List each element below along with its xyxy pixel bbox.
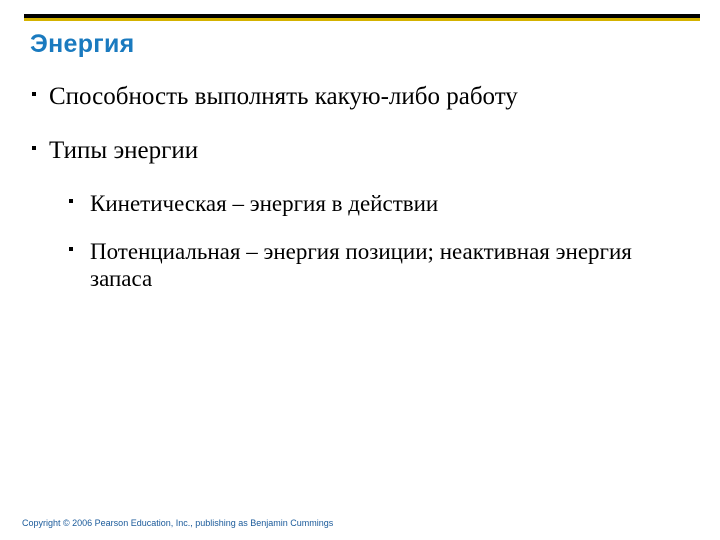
bullet-text: Способность выполнять какую-либо работу	[49, 83, 518, 110]
sub-bullet-marker	[69, 247, 73, 251]
sub-bullet-item	[30, 238, 690, 292]
bullet-text: Типы энергии	[49, 137, 199, 164]
bullet-marker	[32, 92, 36, 96]
sub-bullet-text: Кинетическая – энергия в действии	[90, 191, 439, 216]
sub-bullet-item	[30, 190, 690, 217]
sub-bullet-marker	[69, 199, 73, 203]
bullet-item	[30, 82, 690, 111]
bullet-list	[30, 82, 690, 313]
sub-bullet-text: Потенциальная – энергия позиции; неактивная энергия запаса	[90, 239, 632, 291]
slide-title: Энергия	[30, 30, 135, 58]
bullet-item	[30, 136, 690, 165]
title-rule-gold	[24, 18, 700, 21]
copyright-footer: Copyright © 2006 Pearson Education, Inc., publishing as Benjamin Cummings	[22, 518, 334, 528]
bullet-marker	[32, 146, 36, 150]
